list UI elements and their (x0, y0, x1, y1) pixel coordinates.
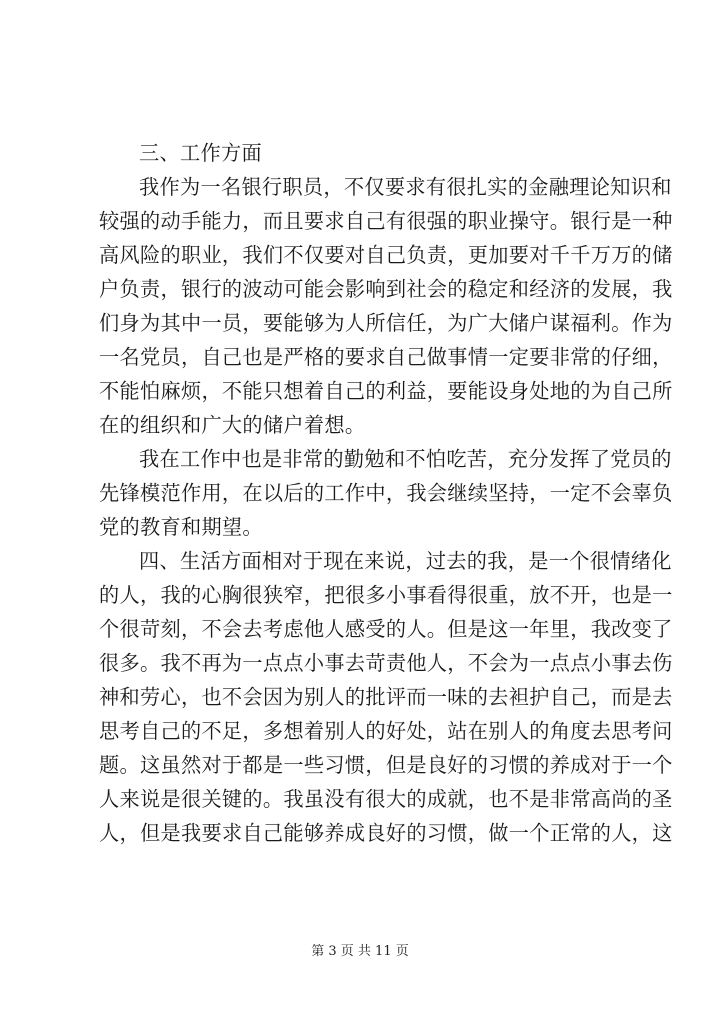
text-line: 思考自己的不足，多想着别人的好处，站在别人的角度去思考问 (99, 719, 673, 743)
text-line: 我在工作中也是非常的勤勉和不怕吃苦，充分发挥了党员的 (139, 447, 672, 471)
text-line: 人来说是很关键的。我虽没有很大的成就，也不是非常高尚的圣 (99, 787, 673, 811)
text-line: 个很苛刻，不会去考虑他人感受的人。但是这一年里，我改变了 (99, 617, 673, 641)
text-line: 高风险的职业，我们不仅要对自己负责，更加要对千千万万的储 (99, 243, 673, 267)
text-line: 人，但是我要求自己能够养成良好的习惯，做一个正常的人，这 (99, 821, 673, 845)
text-line: 题。这虽然对于都是一些习惯，但是良好的习惯的养成对于一个 (99, 753, 673, 777)
text-line: 一名党员，自己也是严格的要求自己做事情一定要非常的仔细， (99, 345, 673, 369)
text-line: 三、工作方面 (139, 141, 262, 165)
text-line: 的人，我的心胸很狭窄，把很多小事看得很重，放不开，也是一 (99, 583, 673, 607)
text-line: 神和劳心，也不会因为别人的批评而一味的去袒护自己，而是去 (99, 685, 673, 709)
body-text (99, 136, 673, 850)
text-line: 们身为其中一员，要能够为人所信任，为广大储户谋福利。作为 (99, 311, 673, 335)
text-line: 四、生活方面相对于现在来说，过去的我，是一个很情绪化 (139, 549, 672, 573)
text-line: 较强的动手能力，而且要求自己有很强的职业操守。银行是一种 (99, 209, 673, 233)
page-number-footer: 第 3 页 共 11 页 (311, 944, 409, 959)
text-line: 党的教育和期望。 (99, 515, 263, 539)
text-line: 在的组织和广大的储户着想。 (99, 413, 366, 437)
text-line: 不能怕麻烦，不能只想着自己的利益，要能设身处地的为自己所 (99, 379, 673, 403)
text-line: 我作为一名银行职员，不仅要求有很扎实的金融理论知识和 (139, 175, 672, 199)
text-line: 很多。我不再为一点点小事去苛责他人，不会为一点点小事去伤 (99, 651, 673, 675)
text-line: 户负责，银行的波动可能会影响到社会的稳定和经济的发展，我 (99, 277, 673, 301)
text-line: 先锋模范作用，在以后的工作中，我会继续坚持，一定不会辜负 (99, 481, 673, 505)
